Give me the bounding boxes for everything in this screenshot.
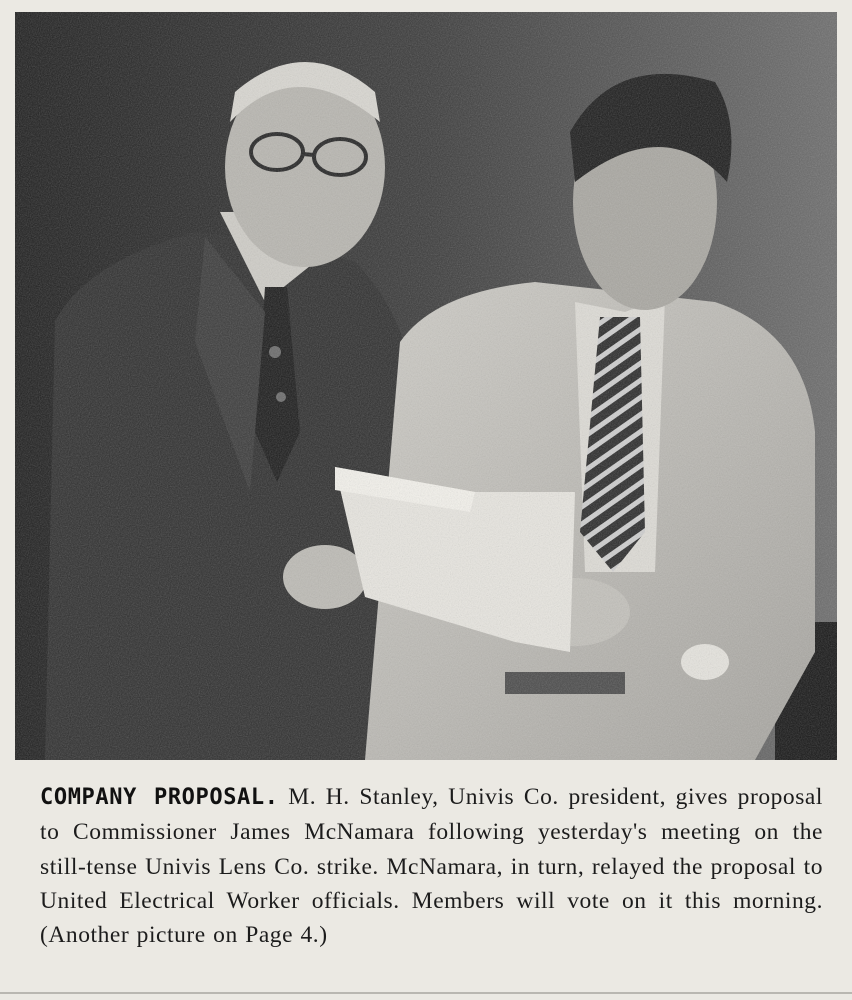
news-photo <box>15 12 837 760</box>
photo-illustration <box>15 12 837 760</box>
caption-headline: COMPANY PROPOSAL. <box>40 785 279 810</box>
caption-body: M. H. Stanley, Univis Co. president, gives proposal to Commissioner James McNamara following yesterday's meeting on the still-tense Univis Lens Co. strike. McNamara, in turn, relayed the proposal to United Electrical Worker officials. Members will vote on it this morning. (Another picture on Page 4.) <box>40 784 823 949</box>
photo-caption <box>40 780 823 952</box>
bottom-divider <box>0 992 852 994</box>
